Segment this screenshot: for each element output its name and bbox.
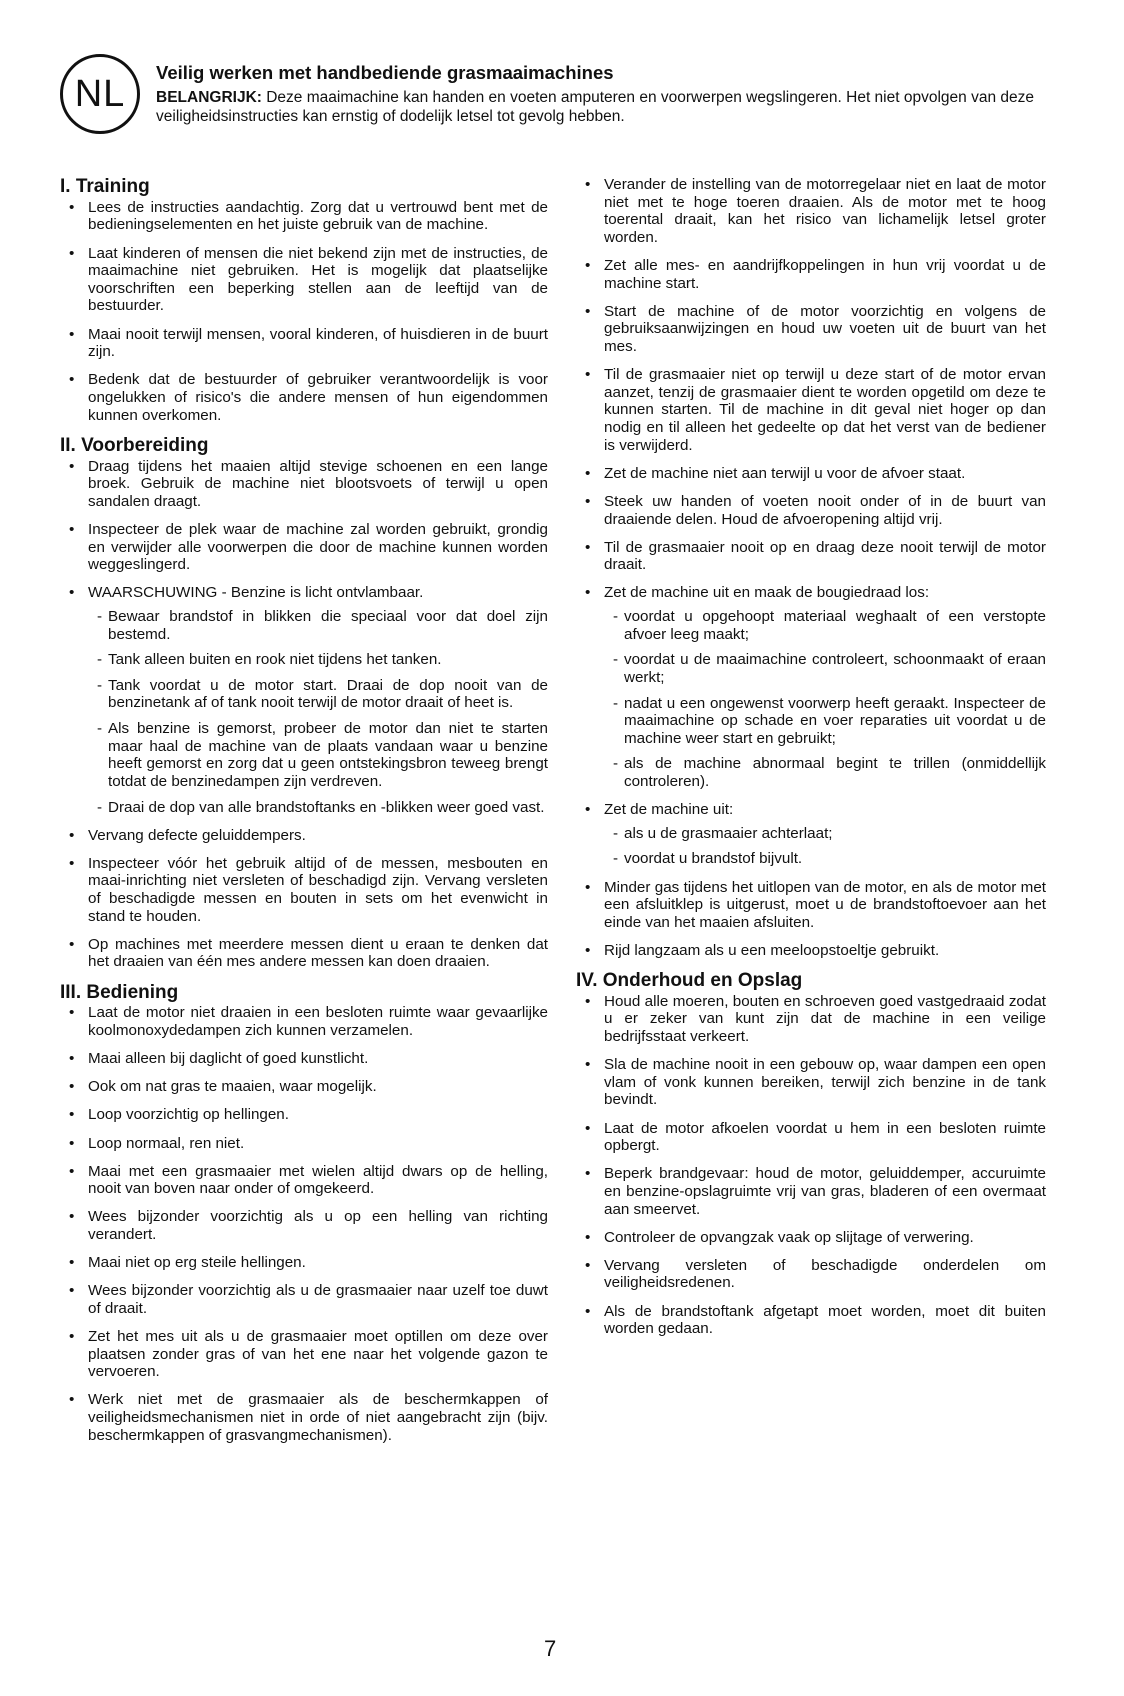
section-title-onderhoud: IV. Onderhoud en Opslag (576, 970, 803, 991)
list-item: • Wees bijzonder voorzichtig als u op een helling van richting verandert. (68, 1208, 548, 1243)
sub-list-item: - voordat u de maaimachine controleert, schoonmaakt of eraan werkt; (604, 651, 1046, 686)
list-item-switch-off (584, 801, 1046, 868)
sub-list-item: - Bewaar brandstof in blikken die speciaal voor dat doel zijn bestemd. (88, 608, 548, 643)
list-item: • Steek uw handen of voeten nooit onder of in de buurt van draaiende delen. Houd de afvoeropening altijd vrij. (584, 493, 1046, 528)
bediening-list-continued (584, 176, 1046, 960)
list-item: • Sla de machine nooit in een gebouw op, waar dampen een open vlam of vonk kunnen bereiken, terwijl zich benzine in de tank bevindt. (584, 1056, 1046, 1109)
list-item: • Minder gas tijdens het uitlopen van de motor, en als de motor met een afsluitklep is uitgerust, moet u de brandstoftoevoer aan het einde van het maaien afsluiten. (584, 879, 1046, 932)
list-item: • Start de machine of de motor voorzichtig en volgens de gebruiksaanwijzingen en houd uw voeten uit de buurt van het mes. (584, 303, 1046, 356)
section-title-training: I. Training (60, 176, 150, 197)
list-item: • Wees bijzonder voorzichtig als u de grasmaaier naar uzelf toe duwt of draait. (68, 1282, 548, 1317)
list-item: • Zet het mes uit als u de grasmaaier moet optillen om deze over plaatsen zonder gras of van het ene naar het volgende gazon te vervoeren. (68, 1328, 548, 1381)
list-item: • Zet alle mes- en aandrijfkoppelingen in hun vrij voordat u de machine start. (584, 257, 1046, 292)
list-item: • Vervang defecte geluiddempers. (68, 827, 548, 845)
list-item: • Ook om nat gras te maaien, waar mogelijk. (68, 1078, 548, 1096)
list-item: • Laat de motor niet draaien in een besloten ruimte waar gevaarlijke koolmonoxydedampen zich kunnen verzamelen. (68, 1004, 548, 1039)
warning-note (156, 88, 1066, 127)
list-item: • Verander de instelling van de motorregelaar niet en laat de motor niet met te hoge toeren draaien. Als de motor met te hoog toerental draait, kan het risico van lichamelijk letsel groter worden. (584, 176, 1046, 247)
sub-list-item: - als de machine abnormaal begint te trillen (onmiddellijk controleren). (604, 755, 1046, 790)
list-item: • Draag tijdens het maaien altijd stevige schoenen en een lange broek. Gebruik de machine niet blootsvoets of terwijl u open sandalen draagt. (68, 458, 548, 511)
list-item: • Til de grasmaaier nooit op en draag deze nooit terwijl de motor draait. (584, 539, 1046, 574)
sub-list-item: - voordat u brandstof bijvult. (604, 850, 1046, 868)
sub-list-item: - Tank alleen buiten en rook niet tijdens het tanken. (88, 651, 548, 669)
switch-off-sublist (604, 825, 1046, 868)
sub-list-item: - Tank voordat u de motor start. Draai de dop nooit van de benzinetank af of tank nooit terwijl de motor draait of heet is. (88, 677, 548, 712)
list-item: • Inspecteer vóór het gebruik altijd of de messen, mesbouten en maai-inrichting niet versleten of beschadigd zijn. Vervang versleten of beschadigde messen en bouten in sets om het evenwicht in stand te houden. (68, 855, 548, 926)
voorbereiding-list (68, 458, 548, 972)
list-item: • Maai niet op erg steile hellingen. (68, 1254, 548, 1272)
sub-list-item: - nadat u een ongewenst voorwerp heeft geraakt. Inspecteer de maaimachine op schade en voer reparaties uit voordat u de machine weer start en gebruikt; (604, 695, 1046, 748)
list-item-text: Zet de machine uit: (604, 801, 734, 819)
page-title: Veilig werken met handbediende grasmaaimachines (156, 62, 614, 83)
list-item: • Houd alle moeren, bouten en schroeven goed vastgedraaid zodat u er zeker van kunt zijn dat de machine in een veilige bedrijfsstaat verkeert. (584, 993, 1046, 1046)
list-item: • Laat kinderen of mensen die niet bekend zijn met de instructies, de maaimachine niet gebruiken. Het is mogelijk dat plaatselijke voorschriften een beperking stellen aan de leeftijd van de bestuurder. (68, 245, 548, 316)
section-title-bediening: III. Bediening (60, 981, 179, 1003)
list-item: • Maai nooit terwijl mensen, vooral kinderen, of huisdieren in de buurt zijn. (68, 326, 548, 361)
list-item-text: Zet de machine uit en maak de bougiedraad los: (604, 584, 930, 602)
list-item: • Inspecteer de plek waar de machine zal worden gebruikt, grondig en verwijder alle voorwerpen die door de machine kunnen worden weggeslingerd. (68, 521, 548, 574)
sub-list-item: - Draai de dop van alle brandstoftanks en -blikken weer goed vast. (88, 799, 548, 817)
list-item: • Werk niet met de grasmaaier als de beschermkappen of veiligheidsmechanismen niet in orde of niet aangebracht zijn (bijv. beschermkappen of grasvangmechanismen). (68, 1391, 548, 1444)
spark-plug-sublist (604, 608, 1046, 791)
list-item: • Loop voorzichtig op hellingen. (68, 1106, 548, 1124)
list-item: • Laat de motor afkoelen voordat u hem in een besloten ruimte opbergt. (584, 1120, 1046, 1155)
warning-text: Deze maaimachine kan handen en voeten amputeren en voorwerpen wegslingeren. Het niet opvolgen van deze veiligheidsinstructies kan ernstig of dodelijk letsel tot gevolg hebben. (156, 89, 1034, 126)
page-number: 7 (544, 1636, 557, 1661)
list-item: • Til de grasmaaier niet op terwijl u deze start of de motor ervan aanzet, tenzij de grasmaaier dient te worden opgetild om deze te kunnen starten. Til de machine in dit geval niet hoger op dan nodig en til alleen het gedeelte op dat het verst van de bediener is verwijderd. (584, 366, 1046, 454)
warning-label: BELANGRIJK: (156, 89, 262, 106)
language-badge-nl: NL (60, 54, 140, 134)
bediening-list (68, 1004, 548, 1444)
list-item: • Op machines met meerdere messen dient u eraan te denken dat het draaien van één mes andere messen kan doen draaien. (68, 936, 548, 971)
list-item: • Controleer de opvangzak vaak op slijtage of verwering. (584, 1229, 1046, 1247)
list-item: • Loop normaal, ren niet. (68, 1135, 548, 1153)
sub-list-item: - Als benzine is gemorst, probeer de motor dan niet te starten maar haal de machine van de plaats vandaan waar u benzine heeft gemorst en zorg dat u geen ontstekingsbron teweeg brengt totdat de benzinedampen zijn verdreven. (88, 720, 548, 791)
list-item-stop-machine (584, 584, 1046, 790)
list-item: • Maai met een grasmaaier met wielen altijd dwars op de helling, nooit van boven naar onder of omgekeerd. (68, 1163, 548, 1198)
sub-list-item: - als u de grasmaaier achterlaat; (604, 825, 1046, 843)
fuel-sublist (88, 608, 548, 816)
right-column (576, 176, 1046, 1348)
list-item: • Bedenk dat de bestuurder of gebruiker verantwoordelijk is voor ongelukken of risico's die andere mensen of hun eigendommen kunnen overkomen. (68, 371, 548, 424)
list-item: • Zet de machine niet aan terwijl u voor de afvoer staat. (584, 465, 1046, 483)
page-header (60, 48, 1060, 148)
list-item: • Als de brandstoftank afgetapt moet worden, moet dit buiten worden gedaan. (584, 1303, 1046, 1338)
list-item-text: WAARSCHUWING - Benzine is licht ontvlambaar. (88, 584, 424, 602)
list-item: • Lees de instructies aandachtig. Zorg dat u vertrouwd bent met de bedieningselementen en het juiste gebruik van de machine. (68, 199, 548, 234)
list-item: • Maai alleen bij daglicht of goed kunstlicht. (68, 1050, 548, 1068)
onderhoud-list (584, 993, 1046, 1338)
sub-list-item: - voordat u opgehoopt materiaal weghaalt of een verstopte afvoer leeg maakt; (604, 608, 1046, 643)
left-column (60, 176, 548, 1455)
training-list (68, 199, 548, 424)
list-item: • Beperk brandgevaar: houd de motor, geluiddemper, accuruimte en benzine-opslagruimte vrij van gras, bladeren of een overmaat aan smeervet. (584, 1165, 1046, 1218)
section-title-voorbereiding: II. Voorbereiding (60, 434, 209, 456)
list-item: • Vervang versleten of beschadigde onderdelen om veiligheidsredenen. (584, 1257, 1046, 1292)
list-item-warning (68, 584, 548, 816)
list-item: • Rijd langzaam als u een meeloopstoeltje gebruikt. (584, 942, 1046, 960)
